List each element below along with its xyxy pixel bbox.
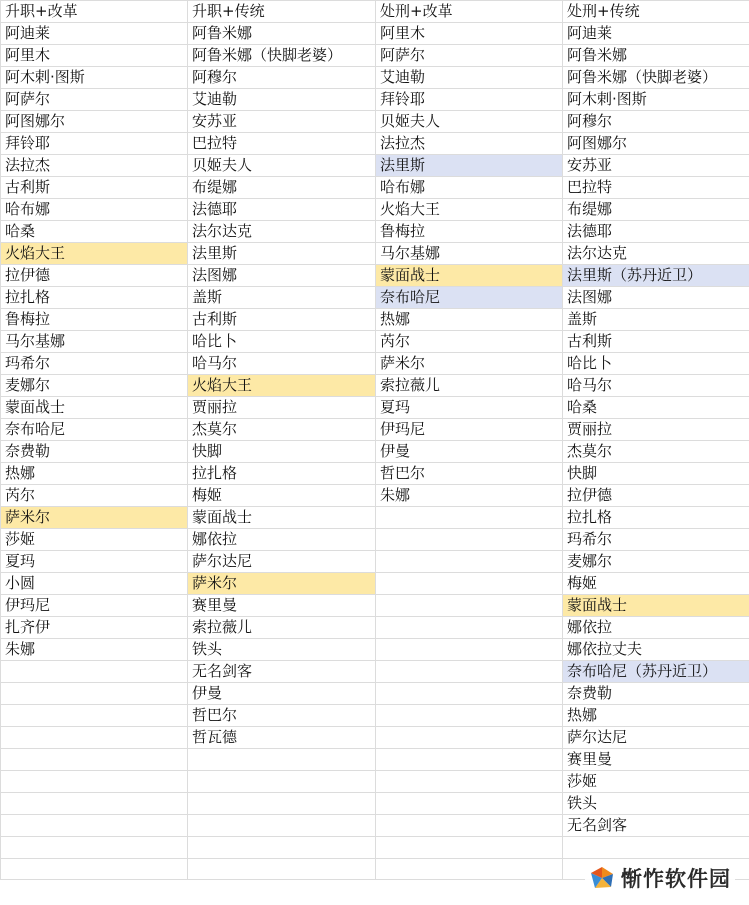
table-row <box>1 595 749 617</box>
table-cell[interactable]: 法里斯 <box>188 243 376 265</box>
header-cell[interactable]: 处刑+改革 <box>376 1 563 23</box>
table-cell[interactable] <box>188 858 376 880</box>
table-cell[interactable]: 奈布哈尼 <box>1 419 188 441</box>
table-cell[interactable]: 萨米尔 <box>1 507 188 529</box>
table-cell[interactable]: 拉扎格 <box>563 507 749 529</box>
table-row <box>1 221 749 243</box>
table-cell[interactable] <box>1 837 188 859</box>
table-cell[interactable]: 法里斯（苏丹近卫） <box>563 265 749 287</box>
table-row <box>1 89 749 111</box>
table-row <box>1 463 749 485</box>
table-cell[interactable] <box>188 793 376 815</box>
table-cell[interactable]: 法图娜 <box>188 265 376 287</box>
table-cell[interactable] <box>1 683 188 705</box>
table-cell[interactable]: 法里斯 <box>376 155 563 177</box>
table-cell[interactable]: 拉伊德 <box>563 485 749 507</box>
table-cell[interactable]: 朱娜 <box>1 639 188 661</box>
table-cell[interactable]: 芮尔 <box>376 331 563 353</box>
table-cell[interactable] <box>188 749 376 771</box>
table-cell[interactable] <box>1 858 188 880</box>
table-cell[interactable]: 贝姬夫人 <box>376 111 563 133</box>
table-cell[interactable]: 夏玛 <box>376 397 563 419</box>
table-cell[interactable]: 玛希尔 <box>1 353 188 375</box>
table-cell[interactable]: 火焰大王 <box>376 199 563 221</box>
table-cell[interactable]: 奈布哈尼（苏丹近卫） <box>563 661 749 683</box>
table-cell[interactable]: 伊曼 <box>188 683 376 705</box>
table-cell[interactable]: 莎姬 <box>1 529 188 551</box>
table-cell[interactable]: 拉伊德 <box>1 265 188 287</box>
table-cell[interactable]: 热娜 <box>376 309 563 331</box>
table-cell[interactable]: 奈费勒 <box>1 441 188 463</box>
table-cell[interactable]: 索拉薇儿 <box>376 375 563 397</box>
table-cell[interactable]: 哲瓦德 <box>188 727 376 749</box>
table-cell[interactable]: 盖斯 <box>188 287 376 309</box>
table-cell[interactable]: 阿里木 <box>1 45 188 67</box>
table-cell[interactable]: 阿穆尔 <box>563 111 749 133</box>
table-cell[interactable]: 哈布娜 <box>376 177 563 199</box>
table-cell[interactable] <box>1 749 188 771</box>
table-cell[interactable]: 法拉杰 <box>1 155 188 177</box>
table-row <box>1 815 749 837</box>
table-cell[interactable]: 阿迪莱 <box>563 23 749 45</box>
table-cell[interactable]: 艾迪勒 <box>188 89 376 111</box>
table-cell[interactable]: 夏玛 <box>1 551 188 573</box>
table-cell[interactable]: 阿穆尔 <box>188 67 376 89</box>
table-cell[interactable] <box>376 507 563 529</box>
table-row <box>1 133 749 155</box>
table-cell[interactable] <box>376 573 563 595</box>
table-cell[interactable] <box>376 837 563 859</box>
table-cell[interactable]: 伊玛尼 <box>376 419 563 441</box>
table-cell[interactable]: 艾迪勒 <box>376 67 563 89</box>
table-cell[interactable] <box>1 661 188 683</box>
table-row <box>1 683 749 705</box>
table-cell[interactable]: 拜铃耶 <box>1 133 188 155</box>
watermark <box>585 861 735 895</box>
table-cell[interactable]: 铁头 <box>188 639 376 661</box>
table-cell[interactable] <box>376 639 563 661</box>
header-cell[interactable]: 升职+传统 <box>188 1 376 23</box>
table-cell[interactable]: 无名剑客 <box>563 815 749 837</box>
table-cell[interactable]: 贾丽拉 <box>563 419 749 441</box>
table-row <box>1 727 749 749</box>
table-row <box>1 375 749 397</box>
table-cell[interactable]: 拜铃耶 <box>376 89 563 111</box>
table-cell[interactable] <box>376 661 563 683</box>
table-row <box>1 507 749 529</box>
table-cell[interactable]: 阿鲁米娜 <box>563 45 749 67</box>
table-cell[interactable] <box>376 749 563 771</box>
table-cell[interactable]: 古利斯 <box>1 177 188 199</box>
table-cell[interactable] <box>1 771 188 793</box>
table-cell[interactable]: 梅姬 <box>188 485 376 507</box>
table-cell[interactable]: 奈布哈尼 <box>376 287 563 309</box>
table-cell[interactable]: 赛里曼 <box>563 749 749 771</box>
table-cell[interactable] <box>1 815 188 837</box>
table-cell[interactable] <box>376 551 563 573</box>
table-cell[interactable]: 马尔基娜 <box>1 331 188 353</box>
table-row <box>1 837 749 859</box>
table-cell[interactable]: 伊玛尼 <box>1 595 188 617</box>
table-row <box>1 331 749 353</box>
table-cell[interactable]: 快脚 <box>563 463 749 485</box>
table-row <box>1 749 749 771</box>
table-cell[interactable]: 法拉杰 <box>376 133 563 155</box>
table-cell[interactable]: 哈桑 <box>563 397 749 419</box>
table-cell[interactable]: 朱娜 <box>376 485 563 507</box>
table-cell[interactable] <box>376 771 563 793</box>
table-cell[interactable]: 蒙面战士 <box>376 265 563 287</box>
table-cell[interactable]: 法德耶 <box>188 199 376 221</box>
table-row <box>1 243 749 265</box>
table-cell[interactable]: 铁头 <box>563 793 749 815</box>
header-row <box>1 1 749 23</box>
table-cell[interactable]: 阿萨尔 <box>376 45 563 67</box>
table-cell[interactable]: 古利斯 <box>563 331 749 353</box>
table-row <box>1 177 749 199</box>
table-cell[interactable] <box>1 793 188 815</box>
table-cell[interactable]: 阿鲁米娜（快脚老婆） <box>563 67 749 89</box>
table-cell[interactable] <box>376 617 563 639</box>
table-cell[interactable]: 萨米尔 <box>188 573 376 595</box>
table-row <box>1 705 749 727</box>
table-cell[interactable]: 小圆 <box>1 573 188 595</box>
table-row <box>1 441 749 463</box>
table-cell[interactable]: 阿里木 <box>376 23 563 45</box>
table-cell[interactable]: 鲁梅拉 <box>1 309 188 331</box>
table-cell[interactable] <box>376 815 563 837</box>
table-cell[interactable] <box>1 705 188 727</box>
table-cell[interactable]: 玛希尔 <box>563 529 749 551</box>
table-cell[interactable]: 法德耶 <box>563 221 749 243</box>
table-cell[interactable]: 莎姬 <box>563 771 749 793</box>
table-cell[interactable]: 哈马尔 <box>188 353 376 375</box>
table-cell[interactable]: 扎齐伊 <box>1 617 188 639</box>
table-cell[interactable]: 法图娜 <box>563 287 749 309</box>
table-cell[interactable] <box>1 727 188 749</box>
table-cell[interactable]: 梅姬 <box>563 573 749 595</box>
table-row <box>1 353 749 375</box>
table-cell[interactable]: 阿木剌·图斯 <box>563 89 749 111</box>
table-cell[interactable]: 法尔达克 <box>188 221 376 243</box>
table-cell[interactable] <box>376 595 563 617</box>
table-cell[interactable]: 拉扎格 <box>1 287 188 309</box>
table-cell[interactable] <box>188 815 376 837</box>
table-cell[interactable]: 贾丽拉 <box>188 397 376 419</box>
table-cell[interactable]: 盖斯 <box>563 309 749 331</box>
table-cell[interactable]: 伊曼 <box>376 441 563 463</box>
table-cell[interactable]: 布缇娜 <box>563 199 749 221</box>
table-cell[interactable]: 娜依拉丈夫 <box>563 639 749 661</box>
table-row <box>1 617 749 639</box>
table-cell[interactable]: 哈比卜 <box>188 331 376 353</box>
table-cell[interactable] <box>376 727 563 749</box>
table-cell[interactable]: 哈桑 <box>1 221 188 243</box>
table-row <box>1 793 749 815</box>
table-cell[interactable]: 萨尔达尼 <box>188 551 376 573</box>
header-cell[interactable]: 处刑+传统 <box>563 1 749 23</box>
table-cell[interactable]: 奈费勒 <box>563 683 749 705</box>
table-cell[interactable]: 古利斯 <box>188 309 376 331</box>
table-cell[interactable]: 杰莫尔 <box>188 419 376 441</box>
table-cell[interactable]: 火焰大王 <box>1 243 188 265</box>
table-cell[interactable]: 阿鲁米娜（快脚老婆） <box>188 45 376 67</box>
table-cell[interactable]: 蒙面战士 <box>188 507 376 529</box>
table-row <box>1 287 749 309</box>
table-row <box>1 551 749 573</box>
table-cell[interactable]: 布缇娜 <box>188 177 376 199</box>
table-row <box>1 155 749 177</box>
table-cell[interactable]: 热娜 <box>1 463 188 485</box>
table-cell[interactable]: 蒙面战士 <box>1 397 188 419</box>
table-cell[interactable]: 法尔达克 <box>563 243 749 265</box>
table-cell[interactable]: 巴拉特 <box>188 133 376 155</box>
watermark-text: 惭怍软件园 <box>621 867 731 891</box>
table-cell[interactable]: 鲁梅拉 <box>376 221 563 243</box>
table-cell[interactable]: 安苏亚 <box>563 155 749 177</box>
table-cell[interactable] <box>376 705 563 727</box>
table-cell[interactable]: 哲巴尔 <box>188 705 376 727</box>
table-cell[interactable]: 萨米尔 <box>376 353 563 375</box>
table-row <box>1 639 749 661</box>
table-cell[interactable] <box>188 837 376 859</box>
table-row <box>1 419 749 441</box>
table-row <box>1 265 749 287</box>
header-cell[interactable]: 升职+改革 <box>1 1 188 23</box>
table-cell[interactable]: 无名剑客 <box>188 661 376 683</box>
table-cell[interactable]: 麦娜尔 <box>563 551 749 573</box>
table-row <box>1 529 749 551</box>
table-row <box>1 309 749 331</box>
table-cell[interactable]: 拉扎格 <box>188 463 376 485</box>
table-row <box>1 111 749 133</box>
table-cell[interactable] <box>376 858 563 880</box>
table-cell[interactable]: 阿木剌·图斯 <box>1 67 188 89</box>
table-cell[interactable]: 蒙面战士 <box>563 595 749 617</box>
table-cell[interactable]: 麦娜尔 <box>1 375 188 397</box>
table-row <box>1 661 749 683</box>
table-cell[interactable]: 哈马尔 <box>563 375 749 397</box>
table-cell[interactable]: 阿图娜尔 <box>1 111 188 133</box>
table-row <box>1 23 749 45</box>
table-cell[interactable]: 阿图娜尔 <box>563 133 749 155</box>
table-cell[interactable]: 萨尔达尼 <box>563 727 749 749</box>
table-cell[interactable]: 杰莫尔 <box>563 441 749 463</box>
table-cell[interactable] <box>376 793 563 815</box>
table-cell[interactable]: 巴拉特 <box>563 177 749 199</box>
table-row <box>1 397 749 419</box>
table-cell[interactable]: 索拉薇儿 <box>188 617 376 639</box>
table-cell[interactable]: 娜依拉 <box>188 529 376 551</box>
table-row <box>1 573 749 595</box>
table-cell[interactable]: 芮尔 <box>1 485 188 507</box>
table-cell[interactable]: 热娜 <box>563 705 749 727</box>
table-cell[interactable]: 贝姬夫人 <box>188 155 376 177</box>
table-row <box>1 67 749 89</box>
table-row <box>1 485 749 507</box>
table-cell[interactable]: 安苏亚 <box>188 111 376 133</box>
table-cell[interactable]: 阿迪莱 <box>1 23 188 45</box>
table-cell[interactable]: 快脚 <box>188 441 376 463</box>
table-cell[interactable]: 哈比卜 <box>563 353 749 375</box>
table-cell[interactable]: 阿萨尔 <box>1 89 188 111</box>
table-cell[interactable]: 哲巴尔 <box>376 463 563 485</box>
table-row <box>1 199 749 221</box>
table-cell[interactable] <box>376 683 563 705</box>
table-row <box>1 771 749 793</box>
table-cell[interactable]: 哈布娜 <box>1 199 188 221</box>
table-cell[interactable] <box>563 837 749 859</box>
table-cell[interactable]: 娜依拉 <box>563 617 749 639</box>
table-cell[interactable]: 赛里曼 <box>188 595 376 617</box>
table-row <box>1 45 749 67</box>
table-cell[interactable]: 火焰大王 <box>188 375 376 397</box>
table-cell[interactable]: 马尔基娜 <box>376 243 563 265</box>
table-cell[interactable]: 阿鲁米娜 <box>188 23 376 45</box>
pinwheel-logo-icon <box>589 865 615 891</box>
table-cell[interactable] <box>188 771 376 793</box>
table-cell[interactable] <box>376 529 563 551</box>
